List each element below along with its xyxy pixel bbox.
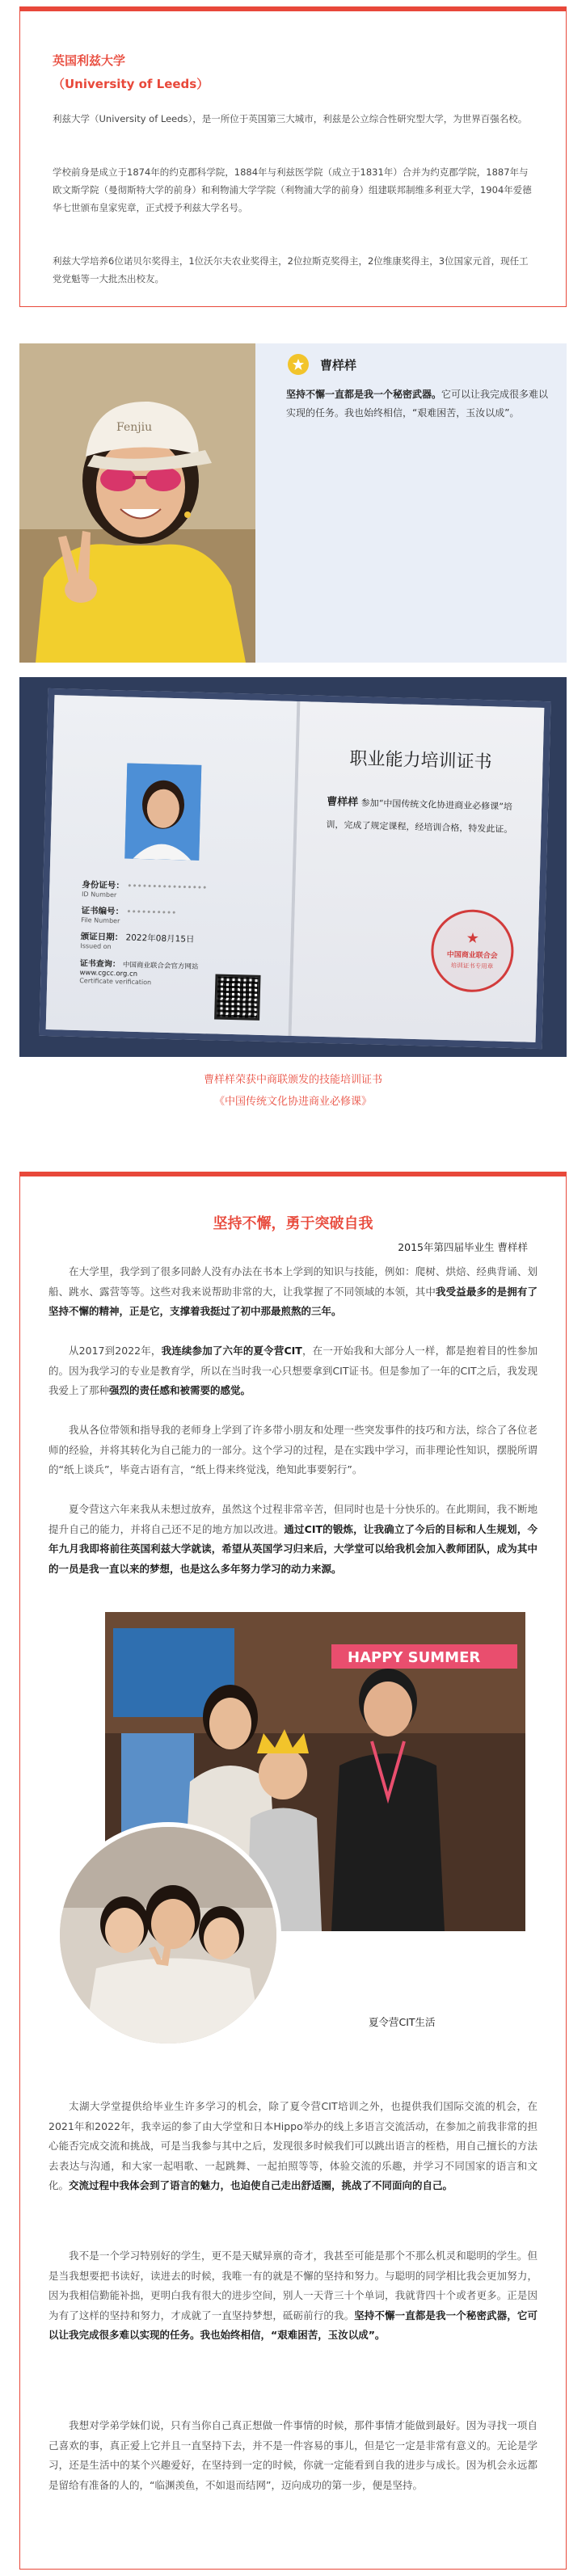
seal-text: 中国商业联合会 <box>446 950 498 961</box>
cert-field-sub: ID Number <box>81 890 117 899</box>
cert-field-value: 2022年08月15日 <box>125 932 195 945</box>
article-paragraph-5 <box>48 2097 538 2196</box>
profile-section <box>19 343 567 663</box>
seal-subtext: 培训证书专用章 <box>450 962 494 970</box>
para-text: 我从各位带领和指导我的老师身上学到了许多带小朋友和处理一些突发事件的技巧和方法，综合了各位老师的经验，并将其转化为自己能力的一部分。这个学习的过程，是在实践中学习，而非理论性知识，摆脱所谓的“纸上谈兵”，毕竟古语有言，“纸上得来终觉浅，绝知此事要躬行”。 <box>48 1424 538 1475</box>
profile-quote-bold: 坚持不懈一直都是我一个秘密武器。 <box>286 389 442 400</box>
para-bold: 我受益最多的是拥有了坚持不懈的精神，正是它，支撑着我挺过了初中那最煎熬的三年。 <box>48 1285 538 1317</box>
certificate-seal <box>430 908 515 993</box>
leeds-title-en: （University of Leeds） <box>53 77 209 91</box>
cert-field-label: 身份证号： <box>82 880 125 891</box>
para-bold: 交流过程中我体会到了语言的魅力，也迫使自己走出舒适圈，挑战了不同面向的自己。 <box>69 2179 453 2191</box>
article-paragraph-6 <box>48 2246 538 2346</box>
camp-banner-text: HAPPY SUMMER <box>348 1649 481 1666</box>
leeds-paragraph-1: 利兹大学（University of Leeds），是一所位于英国第三大城市，利兹是公立综合性研究型大学，为世界百强名校。 <box>53 113 528 124</box>
avatar-badge <box>288 354 309 375</box>
cert-field-value: 中国商业联合会官方网站 www.cgcc.org.cn <box>79 961 199 979</box>
leeds-card <box>19 6 567 307</box>
certificate-caption-1: 曹样样荣获中商联颁发的技能培训证书 <box>203 1074 382 1086</box>
cert-field-label: 证书查询： <box>79 959 120 970</box>
smiling-girl-illustration <box>19 343 255 663</box>
para-text: ，在一开始我和大部分人一样，都是抱着目的性参加的。因为我学习的专业是教育学，所以在当时我一心只想要拿到CIT证书。但是参加了一年的CIT之后，我发现我爱上了那种 <box>48 1345 538 1396</box>
para-text: 从2017到2022年， <box>69 1345 162 1357</box>
star-icon <box>292 358 305 371</box>
leeds-paragraph-3: 利兹大学培养6位诺贝尔奖得主，1位沃尔夫农业奖得主，2位拉斯克奖得主，2位维康奖得主，3位国家元首，现任工党党魁等一大批杰出校友。 <box>53 255 529 284</box>
article-title: 坚持不懈，勇于突破自我 <box>213 1215 373 1232</box>
certificate-caption-2: 《中国传统文化协进商业必修课》 <box>213 1096 372 1108</box>
para-text: 太湖大学堂提供给毕业生许多学习的机会，除了夏令营CIT培训之外，也提供我们国际交流的机会，在2021年和2022年，我幸运的参了由大学堂和日本Hippo举办的线上多语言交流活动，在参加之前我非常的担心能否完成交流和挑战，可是当我参与其中之后，发现很多时候我们可以跳出语言的桎梏，用自己擅长的方法去表达与沟通，和大家一起唱歌、一起跳舞、一起拍照等等，体验交流的乐趣，并学习不同国家的语言和文化。 <box>48 2100 538 2191</box>
para-bold: 坚持不懈一直都是我一个秘密武器，它可以让我完成很多难以实现的任务。我也始终相信，“艰难困苦，玉汝以成”。 <box>48 2309 538 2341</box>
certificate-body-text: 参加“中国传统文化协进商业必修课”培训，完成了规定课程，经培训合格，特发此证。 <box>326 798 513 836</box>
camp-photo-circle <box>55 1822 281 2048</box>
article-paragraph-4 <box>48 1500 538 1579</box>
cert-field-label: 证书编号： <box>81 906 124 917</box>
qr-code-icon <box>214 974 260 1020</box>
profile-quote <box>286 385 550 423</box>
article-paragraph-7 <box>48 2416 538 2495</box>
para-bold: 强烈的责任感和被需要的感觉。 <box>109 1384 251 1396</box>
article-paragraph-1 <box>48 1262 538 1322</box>
para-bold: 我连续参加了六年的夏令营CIT <box>161 1345 302 1357</box>
para-text: 我不是一个学习特别好的学生，更不是天赋异禀的奇才，我甚至可能是那个不那么机灵和聪明的学生。但是当我想要把书读好，读进去的时候，我唯一有的就是不懈的坚持和努力。与聪明的同学相比我会更加努力，因为我相信勤能补拙，更明白我有很大的进步空间，别人一天背三十个单词，我就背四十个或者更多。正是因为有了这样的坚持和努力，才成就了一直坚持梦想，砥砺前行的我。 <box>48 2250 538 2321</box>
certificate-title: 职业能力培训证书 <box>349 748 492 773</box>
certificate-id-photo <box>124 764 201 861</box>
article-byline: 2015年第四届毕业生 曹样样 <box>398 1241 528 1253</box>
cert-field-value: •••••••••••••••• <box>127 881 208 894</box>
svg-text:Fenjiu: Fenjiu <box>116 421 153 434</box>
camp-photo-caption: 夏令营CIT生活 <box>369 2016 436 2028</box>
seal-star-icon: ★ <box>466 929 480 947</box>
profile-photo <box>19 343 255 663</box>
para-text: 在大学里，我学到了很多同龄人没有办法在书本上学到的知识与技能，例如：爬树、烘焙、经典背诵、划船、跳水、露营等等。这些对我来说帮助非常的大，让我掌握了不同领域的本领，其中 <box>48 1265 538 1298</box>
leeds-title-cn: 英国利兹大学 <box>53 53 126 68</box>
cert-field-sub: Certificate verification <box>79 977 152 987</box>
para-text: 我想对学弟学妹们说，只有当你自己真正想做一件事情的时候，那件事情才能做到最好。因为寻找一项自己喜欢的事，真正爱上它并且一直坚持下去，并不是一件容易的事儿，但是它一定是非常有意义的。无论是学习，还是生活中的某个兴趣爱好，在坚持到一定的时候，你就一定能看到自我的进步与成长。因为机会永远都是留给有准备的人的，“临渊羡鱼，不如退而结网”，迈向成功的第一步，便是坚持。 <box>48 2419 538 2491</box>
cert-field-sub: Issued on <box>80 942 112 951</box>
article-paragraph-2 <box>48 1341 538 1401</box>
profile-quote-rest: 它可以让我完成很多难以实现的任务。我也始终相信，“艰难困苦，玉汝以成”。 <box>286 389 549 419</box>
camp-girls-illustration <box>60 1827 276 2044</box>
para-text: 夏令营这六年来我从未想过放弃，虽然这个过程非常辛苦，但同时也是十分快乐的。在此期间，我不断地提升自己的能力，并将自己还不足的地方加以改进。 <box>48 1503 538 1535</box>
cert-field-value: •••••••••• <box>126 907 177 919</box>
certificate-body <box>326 791 516 841</box>
article-paragraph-3 <box>48 1421 538 1480</box>
cert-field-row <box>79 956 209 991</box>
cert-field-label: 颁证日期： <box>80 932 124 943</box>
cert-field-sub: File Number <box>81 916 120 925</box>
leeds-paragraph-2: 学校前身是成立于1874年的约克郡科学院，1884年与利兹医学院（成立于1831年）合并为约克郡学院，1887年与欧文斯学院（曼彻斯特大学的前身）和利物浦大学学院（利物浦大学的前身）组建联邦制维多利亚大学，1904年爱德华七世颁布皇家宪章，正式授予利兹大学名号。 <box>53 166 532 213</box>
certificate-left-page <box>46 695 297 1036</box>
certificate-booklet <box>39 688 550 1049</box>
certificate-holder-name: 曹样样 <box>326 795 359 810</box>
certificate-photo <box>19 677 567 1057</box>
id-photo-portrait <box>124 764 201 861</box>
para-bold: 通过CIT的锻炼，让我确立了今后的目标和人生规划，今年九月我即将前往英国利兹大学就读，希望从英国学习归来后，大学堂可以给我机会加入教师团队，成为其中的一员是我一直以来的梦想，也是这么多年努力学习的动力来源。 <box>48 1522 538 1575</box>
profile-name: 曹样样 <box>320 358 357 373</box>
certificate-right-page <box>292 701 545 1042</box>
